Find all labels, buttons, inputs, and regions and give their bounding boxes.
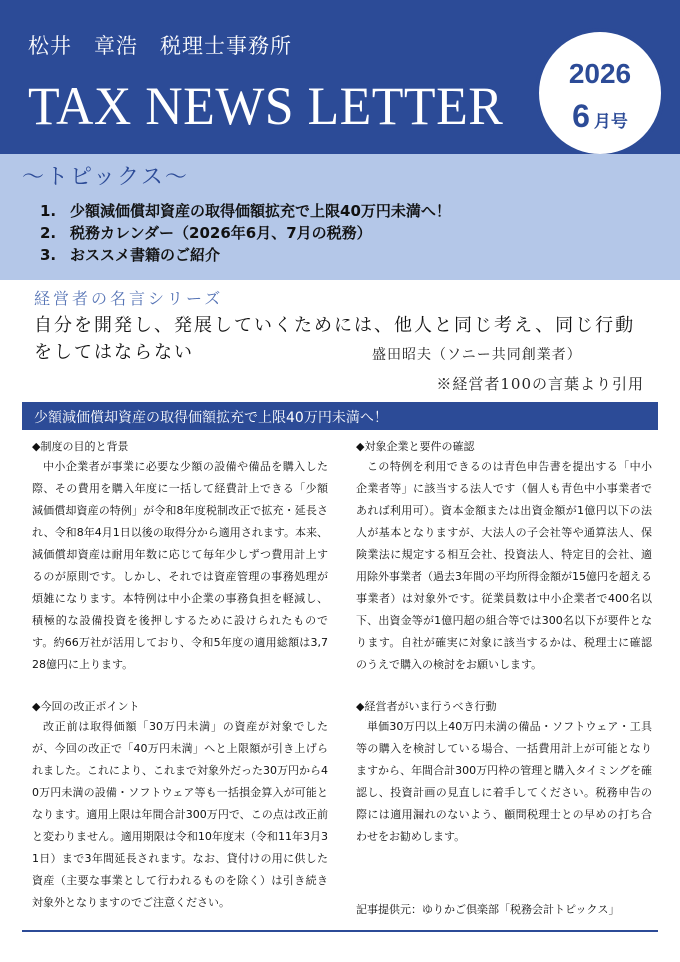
quote-text: 自分を開発し、発展していくためには、他人と同じ考え、同じ行動をしてはならない: [34, 315, 636, 363]
issue-year: 2026: [568, 58, 632, 89]
topic-item: [40, 244, 451, 266]
section-body: 中小企業者が事業に必要な少額の設備や備品を購入した際、その費用を購入年度に一括して経費計上できる「少額減価償却資産の特例」が令和8年度税制改正で拡充・延長され、令和8年4月1日以後の取得分から適用されます。本来、減価償却資産は耐用年数に応じて毎年少しずつ費用計上するのが原則です。しかし、それでは資産管理の事務処理が煩雑になります。本特例は中小企業の事務負担を軽減し、積極的な設備投資を後押しするために設けられたものです。約66万社が活用しており、令和5年度の適用総額は3,728億円に上ります。: [32, 460, 328, 671]
topic-number: 1.: [40, 202, 57, 220]
topic-text: おススメ書籍のご紹介: [70, 246, 221, 264]
topic-text: 少額減価償却資産の取得価額拡充で上限40万円未満へ！: [70, 202, 451, 220]
topic-text: 税務カレンダー（2026年6月、7月の税務）: [70, 224, 372, 242]
topic-item: [40, 200, 451, 222]
topics-panel: [0, 154, 680, 280]
section-body: この特例を利用できるのは青色申告書を提出する「中小企業者等」に該当する法人です（個人も青色中小事業者であれば利用可）。資本金額または出資金額が1億円以下の法人が基本となりますが、大法人の子会社等や通算法人、保険業法に規定する相互会社、投資法人、特定目的会社、適用除外事業者（過去3年間の平均所得金額が15億円を超える事業者）は対象外です。従業員数は中小企業者で400名以下、出資金等が1億円超の組合等では300名以下が要件となります。自社が確実に対象に該当するかは、税理士に確認のうえで購入の検討をお願いします。: [356, 460, 652, 671]
topic-number: 2.: [40, 224, 57, 242]
office-name: 松井 章浩 税理士事務所: [28, 34, 292, 58]
topics-list: [40, 200, 451, 266]
issue-month-suffix: 月号: [593, 112, 628, 132]
section-heading: ◆経営者がいま行うべき行動: [356, 700, 497, 713]
newsletter-title: TAX NEWS LETTER: [28, 76, 504, 136]
article-column-right: [356, 438, 652, 848]
topics-heading: ～トピックス～: [22, 165, 189, 190]
section-heading: ◆制度の目的と背景: [32, 440, 129, 453]
section-body: 単価30万円以上40万円未満の備品・ソフトウェア・工具等の購入を検討している場合、一括費用計上が可能となりますから、年間合計300万円枠の管理と購入タイミングを確認し、投資計画の見直しに着手してください。税務申告の際には適用漏れのないよう、顧問税理士との早めの打ち合わせをお勧めします。: [356, 720, 652, 843]
issue-badge: [535, 28, 665, 158]
quote-source: ※経営者100の言葉より引用: [436, 375, 644, 393]
section-heading: ◆対象企業と要件の確認: [356, 440, 475, 453]
article-title: 少額減価償却資産の取得価額拡充で上限40万円未満へ！: [34, 410, 388, 426]
topic-number: 3.: [40, 246, 57, 264]
issue-month-number: 6: [572, 98, 590, 134]
quote-author: 盛田昭夫（ソニー共同創業者）: [372, 347, 582, 363]
quote-series-label: 経営者の名言シリーズ: [34, 289, 224, 308]
issue-month: [539, 98, 661, 135]
article-credit: 記事提供元：ゆりかご倶楽部「税務会計トピックス」: [356, 903, 620, 916]
section-heading: ◆今回の改正ポイント: [32, 700, 140, 713]
bottom-divider: [22, 930, 658, 932]
article-title-bar: [22, 402, 658, 430]
article-column-left: [32, 438, 328, 914]
topic-item: [40, 222, 451, 244]
section-body: 改正前は取得価額「30万円未満」の資産が対象でしたが、今回の改正で「40万円未満」へと上限額が引き上げられました。これにより、これまで対象外だった30万円から40万円未満の設備・ソフトウェア等も一括損金算入が可能となります。適用上限は年間合計300万円で、この点は改正前と変わりません。適用期限は令和10年度末（令和11年3月31日）まで3年間延長されます。なお、貸付けの用に供した資産（主要な事業として行われるものを除く）は引き続き対象外となりますのでご注意ください。: [32, 720, 328, 909]
